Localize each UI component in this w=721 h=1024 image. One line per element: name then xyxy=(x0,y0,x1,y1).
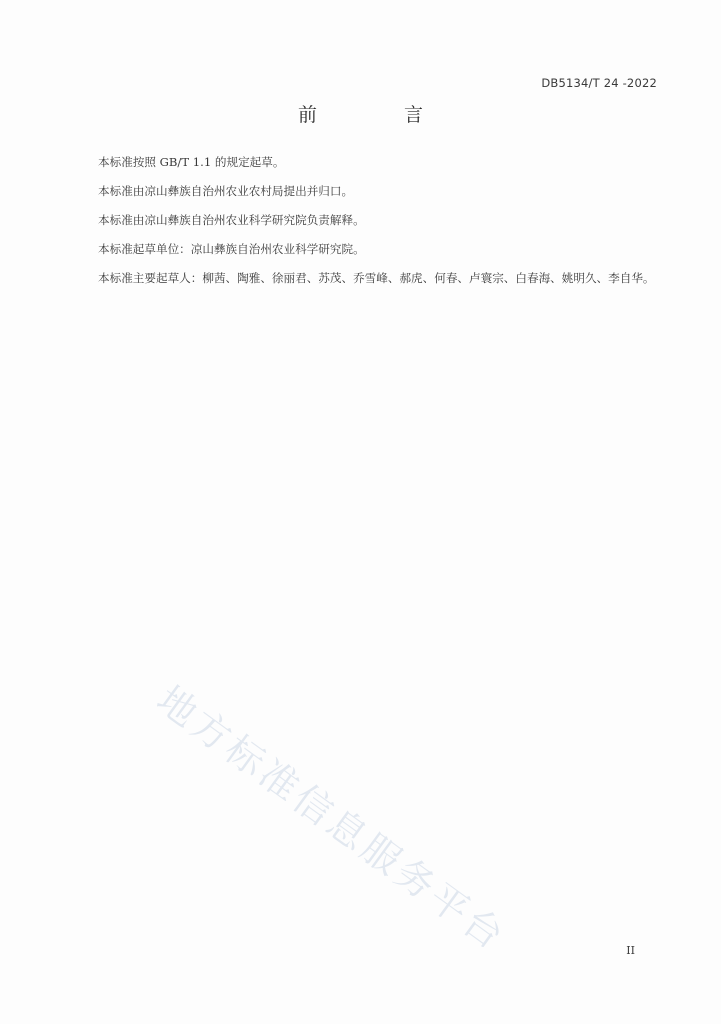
paragraph-proposer: 本标准由凉山彝族自治州农业农村局提出并归口。 xyxy=(98,184,354,198)
paragraph-drafters: 本标准主要起草人：柳茜、陶雅、徐丽君、苏茂、乔雪峰、郝虎、何春、卢寰宗、白春海、姚明久、李自华。 xyxy=(98,271,655,285)
paragraph-drafting-unit: 本标准起草单位：凉山彝族自治州农业科学研究院。 xyxy=(98,242,365,256)
page-title: 前 言 xyxy=(297,104,457,126)
standard-code: DB5134/T 24 -2022 xyxy=(541,76,657,90)
paragraph-interpreter: 本标准由凉山彝族自治州农业科学研究院负责解释。 xyxy=(98,213,365,227)
paragraph-drafting-rule: 本标准按照 GB/T 1.1 的规定起草。 xyxy=(98,155,285,169)
watermark: 地方标准信息服务平台 xyxy=(148,677,515,960)
foreword-body xyxy=(70,148,662,293)
page-number: II xyxy=(626,944,635,957)
